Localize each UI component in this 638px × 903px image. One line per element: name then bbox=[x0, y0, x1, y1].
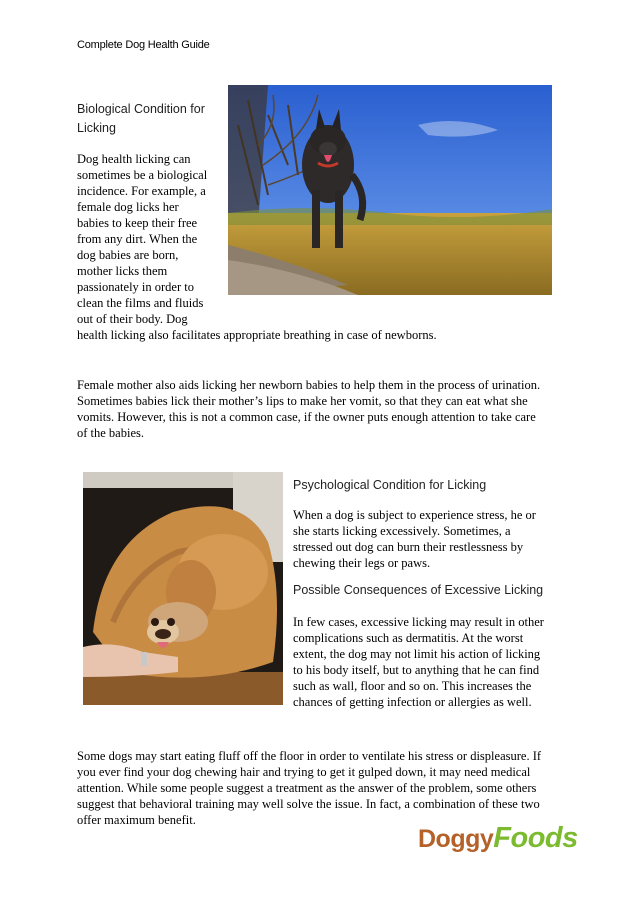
section-heading-biological bbox=[77, 100, 205, 138]
paragraph-line: complications such as dermatitis. At the worst bbox=[293, 631, 524, 645]
logo-foods-text: Foods bbox=[493, 822, 578, 854]
paragraph-line: to his body itself, but to anything that he can find bbox=[293, 663, 540, 677]
wolf-dog-illustration bbox=[228, 85, 552, 295]
paragraph-line: Female mother also aids licking her newborn babies to help them in the process of urination. bbox=[77, 378, 541, 392]
paragraph-line: Sometimes babies lick their mother’s lips to make her vomit, so that they can eat what she bbox=[77, 394, 528, 408]
paragraph-line: from any dirt. When the bbox=[77, 232, 198, 246]
doggyfoods-logo bbox=[418, 822, 578, 855]
paragraph-line: suggest that behavioral training may well solve the issue. In fact, a combination of these two bbox=[77, 797, 540, 811]
paragraph-line: In few cases, excessive licking may result in other bbox=[293, 615, 544, 629]
closing-paragraph bbox=[77, 748, 541, 828]
paragraph-line: extent, the dog may not limit his action of licking bbox=[293, 647, 541, 661]
paragraph-line: of the babies. bbox=[77, 426, 144, 440]
paragraph-line: sometimes be a biological bbox=[77, 168, 208, 182]
paragraph-line: out of their body. Dog bbox=[77, 312, 188, 326]
heading-line: Biological Condition for bbox=[77, 102, 205, 116]
paragraph-line: such as wall, floor and so on. This increases the bbox=[293, 679, 532, 693]
paragraph-line: incidence. For example, a bbox=[77, 184, 206, 198]
paragraph-line: attention. While some people suggest a treatment as the answer of the problem, some others bbox=[77, 781, 537, 795]
paragraph-line: dog babies are born, bbox=[77, 248, 179, 262]
logo-doggy-text: Doggy bbox=[418, 825, 494, 853]
section3-paragraph bbox=[293, 614, 544, 710]
paragraph-line: Some dogs may start eating fluff off the floor in order to ventilate his stress or displeasure. If bbox=[77, 749, 542, 763]
section2-paragraph bbox=[293, 507, 536, 571]
paragraph-line: female dog licks her bbox=[77, 200, 179, 214]
paragraph-line: health licking also facilitates appropriate breathing in case of newborns. bbox=[77, 328, 437, 342]
paragraph-line: When a dog is subject to experience stress, he or bbox=[293, 508, 536, 522]
header-title: Complete Dog Health Guide bbox=[77, 39, 210, 51]
paragraph-line: babies to keep their free bbox=[77, 216, 198, 230]
paragraph-line: mother licks them bbox=[77, 264, 168, 278]
golden-retriever-illustration bbox=[83, 472, 283, 705]
section1-paragraph-2 bbox=[77, 377, 540, 441]
section-heading-consequences: Possible Consequences of Excessive Licking bbox=[293, 583, 544, 597]
paragraph-line: you ever find your dog chewing hair and trying to get it gulped down, it may need medical bbox=[77, 765, 531, 779]
paragraph-line: chewing their legs or paws. bbox=[293, 556, 431, 570]
golden-retriever-photo bbox=[83, 472, 283, 705]
wolf-dog-photo bbox=[228, 85, 552, 295]
paragraph-line: she starts licking excessively. Sometimes, a bbox=[293, 524, 511, 538]
paragraph-line: vomits. However, this is not a common case, if the owner puts enough attention to take care bbox=[77, 410, 536, 424]
section-heading-psychological: Psychological Condition for Licking bbox=[293, 478, 487, 492]
paragraph-line: clean the films and fluids bbox=[77, 296, 204, 310]
paragraph-line: Dog health licking can bbox=[77, 152, 191, 166]
paragraph-line: passionately in order to bbox=[77, 280, 194, 294]
paragraph-line: stressed out dog can burn their restlessness by bbox=[293, 540, 524, 554]
heading-line: Licking bbox=[77, 121, 116, 135]
paragraph-line: offer maximum benefit. bbox=[77, 813, 196, 827]
paragraph-line: chances of getting infection or allergies as well. bbox=[293, 695, 532, 709]
